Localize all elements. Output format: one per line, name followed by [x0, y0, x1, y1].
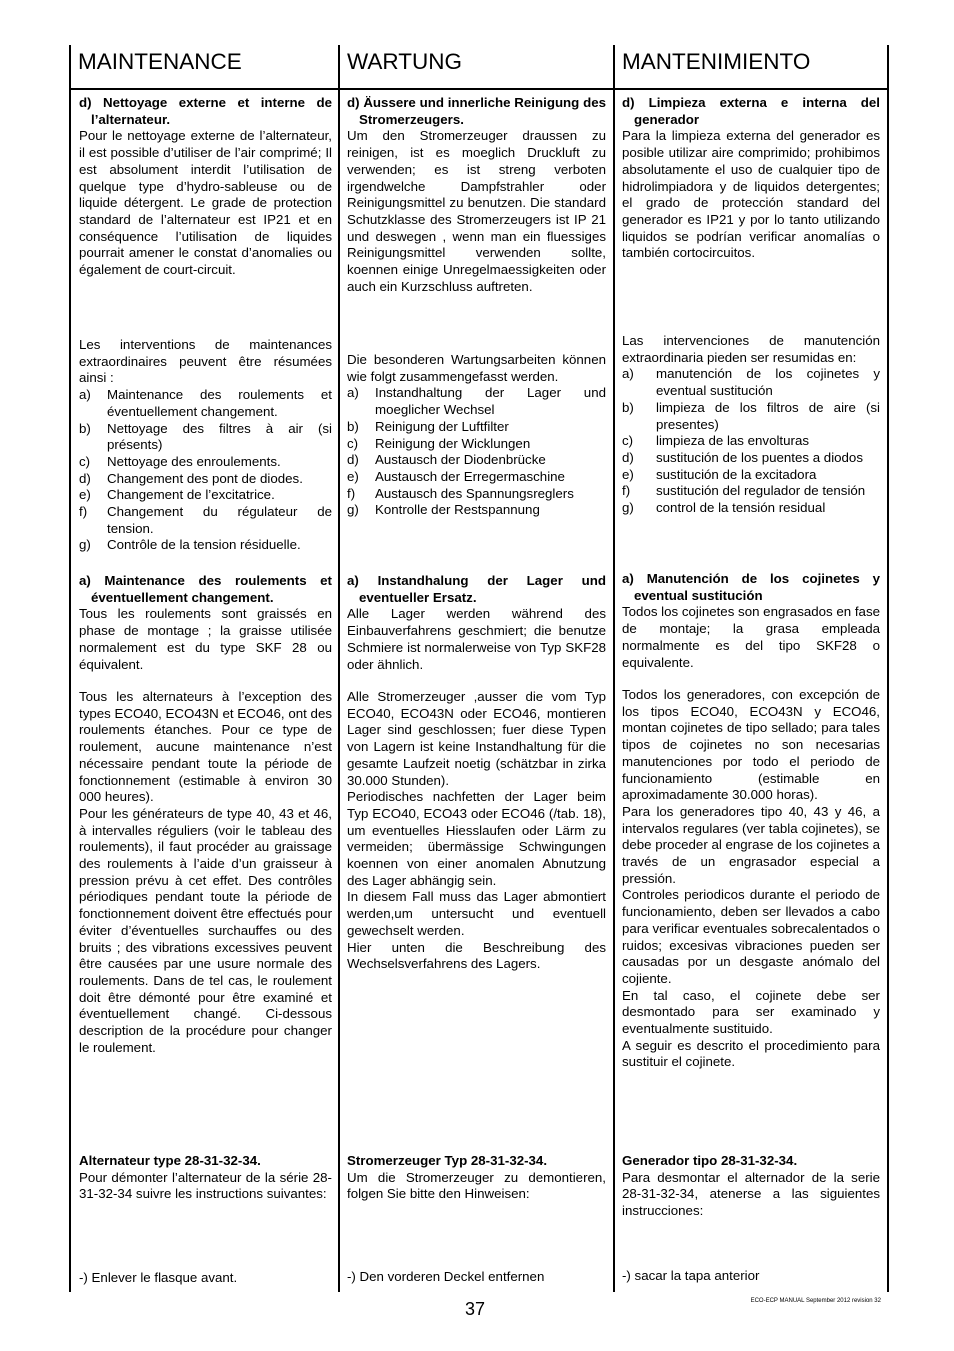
section-generator-type [622, 1153, 880, 1220]
section-bearings-detail [622, 687, 880, 1071]
section-intro: Les interventions de maintenances extraordinaires peuvent être résumées ainsi : [79, 337, 332, 386]
list-item [622, 400, 880, 433]
footer-note: ECO-ECP MANUAL September 2012 revision 32 [750, 1298, 881, 1304]
list-text: Austausch des Spannungsreglers [375, 485, 574, 501]
section-text: Um die Stromerzeuger zu demontieren, folgen Sie bitte den Hinweisen: [347, 1169, 606, 1202]
section-title: a) Maintenance des roulements et éventuellement changement. [79, 573, 332, 605]
list-item [622, 450, 880, 467]
header-rule [69, 88, 888, 90]
list-text: limpieza de las envolturas [656, 433, 809, 449]
list-marker: e) [79, 487, 91, 503]
list-text: control de la tensión residual [656, 500, 826, 516]
heading-german: WARTUNG [347, 49, 462, 74]
section-generator-type [347, 1153, 606, 1203]
section-title: Alternateur type 28-31-32-34. [79, 1153, 261, 1168]
section-extraordinary-maintenance [347, 352, 606, 519]
heading-spanish: MANTENIMIENTO [622, 49, 811, 74]
section-step [79, 1270, 332, 1287]
section-title: d) Äussere und innerliche Reinigung des Stromerzeugers. [347, 95, 606, 127]
section-bearings [79, 573, 332, 673]
column-border-right [887, 45, 889, 1292]
column-border-left [69, 45, 71, 1292]
list-text: Changement du régulateur de tension. [107, 504, 332, 536]
section-exterior-cleaning [79, 95, 332, 279]
list-marker: f) [347, 485, 356, 501]
list-text: Contrôle de la tension résiduelle. [107, 537, 301, 553]
list-item [79, 537, 332, 554]
list-text: Changement des pont de diodes. [107, 470, 303, 486]
list-marker: d) [347, 452, 359, 468]
list-text: Nettoyage des enroulements. [107, 453, 281, 469]
list-item [347, 452, 606, 469]
section-exterior-cleaning [347, 95, 606, 295]
list-marker: c) [622, 433, 634, 449]
section-intro: Las intervenciones de manutención extraordinaria pieden ser resumidas en: [622, 333, 880, 365]
list-marker: d) [622, 449, 634, 465]
paragraph: Alle Stromerzeuger ,ausser die vom Typ ECO40, ECO43N oder ECO46, montieren Lager sind geschlossen; fuer diese Typen von Lagern ist keine Instandhaltung für die gesamte Laufzeit noetig (schätzbar in zirka 30.000 Stunden). [347, 689, 606, 788]
list-item [347, 436, 606, 453]
list-item [347, 502, 606, 519]
paragraph: Hier unten die Beschreibung des Wechselsverfahrens des Lagers. [347, 939, 606, 972]
paragraph: Pour les générateurs de type 40, 43 et 46, à intervalles réguliers (voir le tableau des roulements), il faut procéder au graissage des roulements à l’aide d’un graisseur à pression prévu à cet effet. Des contrôles périodiques pendant toute la période de fonctionnement doivent être effectués pour éviter d’éventuelles surchauffes ou des bruits ; des vibrations excessives peuvent être causées par une usure normale des roulements. Dans de tel cas, le roulement doit être démonté pour être examiné et éventuellement changé. Ci-dessous description de la procédure pour changer le roulement. [79, 805, 332, 1055]
list-text: Changement de l’excitatrice. [107, 487, 275, 503]
page-number: 37 [465, 1299, 486, 1319]
step-text: -) sacar la tapa anterior [622, 1268, 760, 1283]
list-marker: a) [79, 387, 91, 403]
list-marker: g) [622, 500, 634, 516]
step-text: -) Enlever le flasque avant. [79, 1270, 238, 1285]
list-item [347, 469, 606, 486]
column-divider-1 [338, 45, 340, 1292]
list-item [622, 433, 880, 450]
list-item [347, 419, 606, 436]
section-generator-type [79, 1153, 332, 1203]
list-text: Instandhaltung der Lager und moeglicher Wechsel [375, 385, 606, 418]
list-item [79, 421, 332, 454]
section-text: Para desmontar el alternador de la serie 28-31-32-34, atenerse a las siguientes instrucciones: [622, 1169, 880, 1219]
list-item [622, 500, 880, 517]
section-step [622, 1268, 880, 1285]
column-divider-2 [613, 45, 615, 1292]
list-text: manutención de los cojinetes y eventual sustitución [656, 366, 880, 399]
section-extraordinary-maintenance [622, 333, 880, 517]
list-marker: b) [79, 420, 91, 436]
section-bearings [347, 573, 606, 673]
paragraph: In diesem Fall muss das Lager abmontiert werden,um untersucht und eventuell gewechselt werden. [347, 889, 606, 938]
list-marker: e) [622, 466, 634, 482]
list-text: sustitución de la excitadora [656, 466, 817, 482]
step-text: -) Den vorderen Deckel entfernen [347, 1269, 545, 1284]
list-marker: d) [79, 470, 91, 486]
section-bearings-detail [347, 689, 606, 973]
section-title: Stromerzeuger Typ 28-31-32-34. [347, 1153, 548, 1168]
section-title: d) Nettoyage externe et interne de l’alternateur. [79, 95, 332, 127]
paragraph: Para los generadores tipo 40, 43 y 46, a intervalos regulares (ver tabla cojinetes), se debe proceder al engrase de los cojinetes a través de un engrasador especial a pressión. [622, 803, 880, 886]
list-item [622, 483, 880, 500]
section-text: Um den Stromerzeuger draussen zu reinigen, ist es moeglich Druckluft zu verwenden; es ist streng verboten irgendwelche Dampfstrahler oder Reinigungsmittel zu benutzen. Die standard Schutzklasse des Stromerzeugers ist IP 21 und deswegen , wenn man ein fluessiges Reinigungsmittel verwenden sollte, koennen einige Unregelmaessigkeiten oder auch ein Kurzschluss auftreten. [347, 128, 606, 294]
section-title: Generador tipo 28-31-32-34. [622, 1153, 798, 1168]
paragraph: Tous les alternateurs à l’exception des types ECO40, ECO43N et ECO46, ont des roulements étanches. Pour ce type de roulement, aucune maintenance n’est nécessaire pendant toute la période de fonctionnement (estimable à environ 30 000 heures). [79, 689, 332, 805]
list-text: sustitución del regulador de tensión [656, 483, 866, 499]
section-text: Pour le nettoyage externe de l’alternateur, il est possible d’utiliser de l’air comprimé; Il est absolument interdit l’utilisation de quelque type d’hydro-sableuse ou de liquide détergent. Le grade de protection standard de l’alternateur est IP21 et en conséquence l’utilisation de liquides pourrait amener le constat d’anomalies ou également de court-circuit. [79, 128, 332, 278]
list-item [347, 486, 606, 503]
paragraph: Controles periodicos durante el periodo de funcionamiento, deben ser llevados a cabo para verificar eventuales sobrecalentados o ruidos; excesivas vibraciones pueden ser causadas por un desgaste anómalo del cojiente. [622, 887, 880, 986]
section-text: Pour démonter l’alternateur de la série 28-31-32-34 suivre les instructions suivantes: [79, 1169, 332, 1202]
section-text: Alle Lager werden während des Einbauverfahrens geschmiert; die benutze Schmiere ist normalerweise von Typ SKF28 oder ähnlich. [347, 606, 606, 672]
list-item [79, 487, 332, 504]
list-marker: g) [347, 502, 359, 518]
section-bearings [622, 571, 880, 671]
list-text: Maintenance des roulements et éventuellement changement. [107, 387, 332, 419]
list-text: limpieza de los filtros de aire (si presentes) [656, 399, 880, 432]
list-marker: b) [622, 399, 634, 415]
list-text: Reinigung der Wicklungen [375, 435, 531, 451]
list-text: sustitución de los puentes a diodos [656, 449, 863, 465]
maintenance-list [79, 387, 332, 554]
list-text: Austausch der Diodenbrücke [375, 452, 546, 468]
list-marker: a) [347, 385, 359, 401]
section-step [347, 1269, 606, 1286]
list-item [79, 387, 332, 420]
list-text: Austausch der Erregermaschine [375, 468, 565, 484]
list-marker: e) [347, 468, 359, 484]
section-title: a) Instandhalung der Lager und eventueller Ersatz. [347, 573, 606, 605]
paragraph: Periodisches nachfetten der Lager beim Typ ECO40, ECO43 oder ECO46 (/tab. 18), um eventuelles Hiesslaufen oder Lärm zu vermeiden; übermässige Schwingungen koennen von einer anomalen Abnutzung des Lager abhängig sein. [347, 789, 606, 888]
section-title: d) Limpieza externa e interna del generador [622, 95, 880, 127]
list-marker: f) [622, 483, 631, 499]
list-item [79, 454, 332, 471]
list-marker: f) [79, 504, 88, 520]
paragraph: A seguir es descrito el procedimiento para sustituir el cojinete. [622, 1037, 880, 1070]
list-text: Nettoyage des filtres à air (si présents) [107, 420, 332, 453]
section-bearings-detail [79, 689, 332, 1056]
section-text: Para la limpieza externa del generador es posible utilizar aire comprimido; prohibimos absolutamente el uso de cualquier tipo de hidrolimpiadora y de liquidos detergentes; el grado de protección standard del generador es IP21 y por lo tanto utilizando liquidos se podrían verificar anomalías o también cortocircuitos. [622, 128, 880, 261]
list-marker: a) [622, 366, 634, 382]
paragraph: En tal caso, el cojinete debe ser desmontado para ser examinado y eventualmente sustituido. [622, 987, 880, 1037]
list-item [79, 504, 332, 537]
section-exterior-cleaning [622, 95, 880, 262]
list-item [622, 467, 880, 484]
list-marker: g) [79, 537, 91, 553]
list-marker: c) [347, 435, 359, 451]
list-text: Kontrolle der Restspannung [375, 502, 540, 518]
section-extraordinary-maintenance [79, 337, 332, 554]
maintenance-list [347, 385, 606, 519]
list-marker: b) [347, 418, 359, 434]
paragraph: Todos los generadores, con excepción de los tipos ECO40, ECO43N y ECO46, montan cojinetes de tipo sellado; para tales tipos de cojinetes no son necesarias manutenciones por todo el periodo de funcionamiento (estimable en aproximadamente 30.000 horas). [622, 687, 880, 803]
section-text: Tous les roulements sont graissés en phase de montage ; la graisse utilisée normalement est du type SKF 28 ou équivalent. [79, 606, 332, 672]
list-marker: c) [79, 453, 91, 469]
list-item [622, 366, 880, 399]
maintenance-list [622, 366, 880, 516]
list-item [347, 385, 606, 418]
section-title: a) Manutención de los cojinetes y eventual sustitución [622, 571, 880, 603]
section-text: Todos los cojinetes son engrasados en fase de montaje; la grasa empleada normalmente es del tipo SKF28 o equivalente. [622, 604, 880, 670]
list-text: Reinigung der Luftfilter [375, 418, 509, 434]
section-intro: Die besonderen Wartungsarbeiten können wie folgt zusammengefasst werden. [347, 352, 606, 384]
heading-french: MAINTENANCE [78, 49, 242, 74]
list-item [79, 471, 332, 488]
